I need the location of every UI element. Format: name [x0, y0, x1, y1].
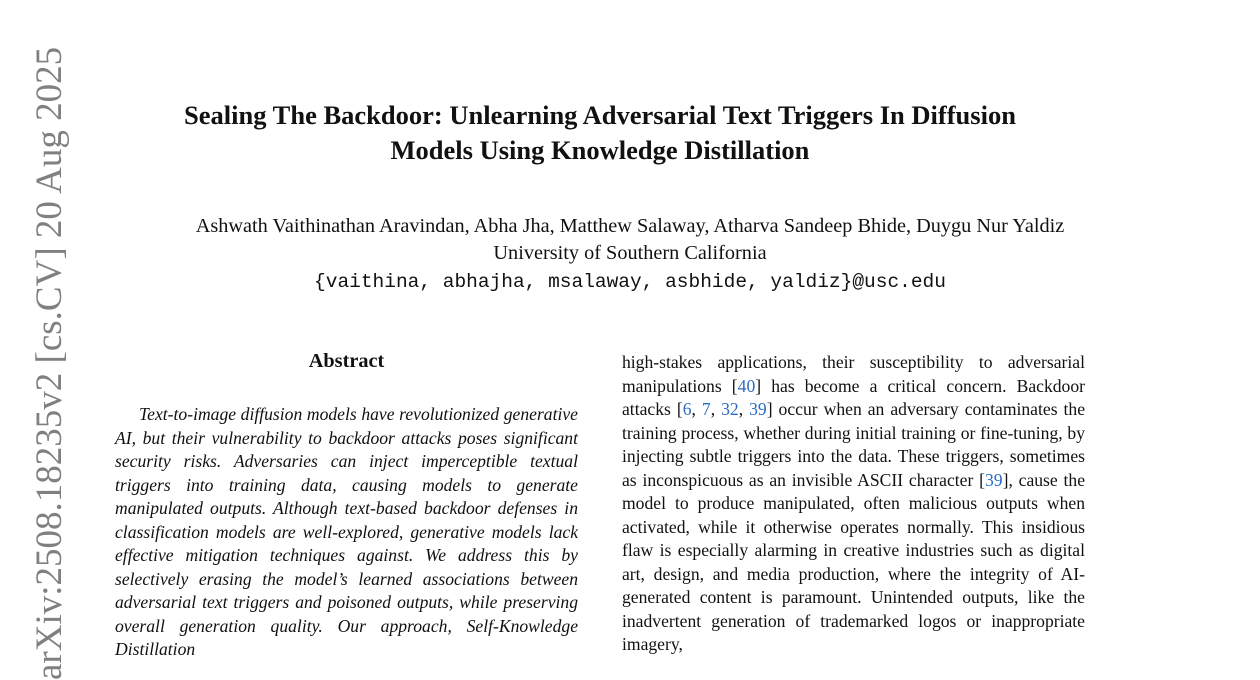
affiliation: University of Southern California	[493, 242, 767, 264]
intro-text-3: occur when an adversary contaminates the training process, whether during initial training or fine-tuning, by injecting subtle triggers into the data. These triggers, sometimes as inconspicuous as an invisible ASCII character	[622, 399, 1086, 490]
citation-link[interactable]: 6	[682, 399, 692, 419]
author-list: Ashwath Vaithinathan Aravindan, Abha Jha, Matthew Salaway, Atharva Sandeep Bhide, Duygu Nur Yaldiz	[195, 215, 1065, 237]
introduction-paragraph: high-stakes applications, their susceptibility to adversarial manipulations [40] has become a critical concern. Backdoor attacks [6, 7, 32, 39] occur when an adversary contaminates the training process, whether during initial training or fine-tuning, by injecting subtle triggers into the data. These triggers, sometimes as inconspicuous as an invisible ASCII character [39], cause the model to produce manipulated, often malicious outputs when activated, while it otherwise operates normally. This insidious flaw is especially alarming in creative industries such as digital art, design, and media production, where the integrity of AI-generated content is paramount. Unintended outputs, like the inadvertent generation of trademarked logos or inappropriate imagery,	[622, 352, 1086, 654]
title-line-1: Sealing The Backdoor: Unlearning Adversarial Text Triggers In Diffusion	[184, 100, 1016, 130]
citation-link[interactable]: 39	[985, 469, 1003, 490]
abstract-heading: Abstract	[308, 350, 385, 372]
intro-text-1: high-stakes applications, their susceptibility to adversarial manipulations	[622, 352, 1085, 396]
citation-link[interactable]: 7	[701, 399, 711, 419]
citation-link[interactable]: 32	[721, 399, 739, 419]
intro-text-4: , cause the model to produce manipulated, often malicious outputs when activated, while it otherwise operates normally. This insidious flaw is especially alarming in creative industries such as digital art, design, and media production, where the integrity of AI-generated content is paramount. Unintended outputs, like the inadvertent generation of trademarked logos or inappropriate imagery,	[622, 469, 1085, 654]
citation-link[interactable]: 40	[737, 375, 756, 396]
citation-link[interactable]: 39	[749, 399, 767, 419]
arxiv-identifier-stamp: arXiv:2508.18235v2 [cs.CV] 20 Aug 2025	[29, 46, 70, 680]
abstract-body: Text-to-image diffusion models have revolutionized generative AI, but their vulnerability to backdoor attacks poses significant security risks. Adversaries can inject imperceptible textual triggers into training data, causing models to generate manipulated outputs. Although text-based backdoor defenses in classification models are well-explored, generative models lack effective mitigation techniques against. We address this by selectively erasing the model’s learned associations between adversarial text triggers and poisoned outputs, while preserving overall generation quality. Our approach, Self-Knowledge Distillation	[115, 404, 578, 659]
paper-title	[0, 98, 1200, 168]
intro-text-2: has become a critical concern. Backdoor attacks	[622, 375, 1085, 419]
author-emails: {vaithina, abhajha, msalaway, asbhide, yaldiz}@usc.edu	[314, 271, 946, 293]
title-line-2: Models Using Knowledge Distillation	[390, 135, 810, 165]
